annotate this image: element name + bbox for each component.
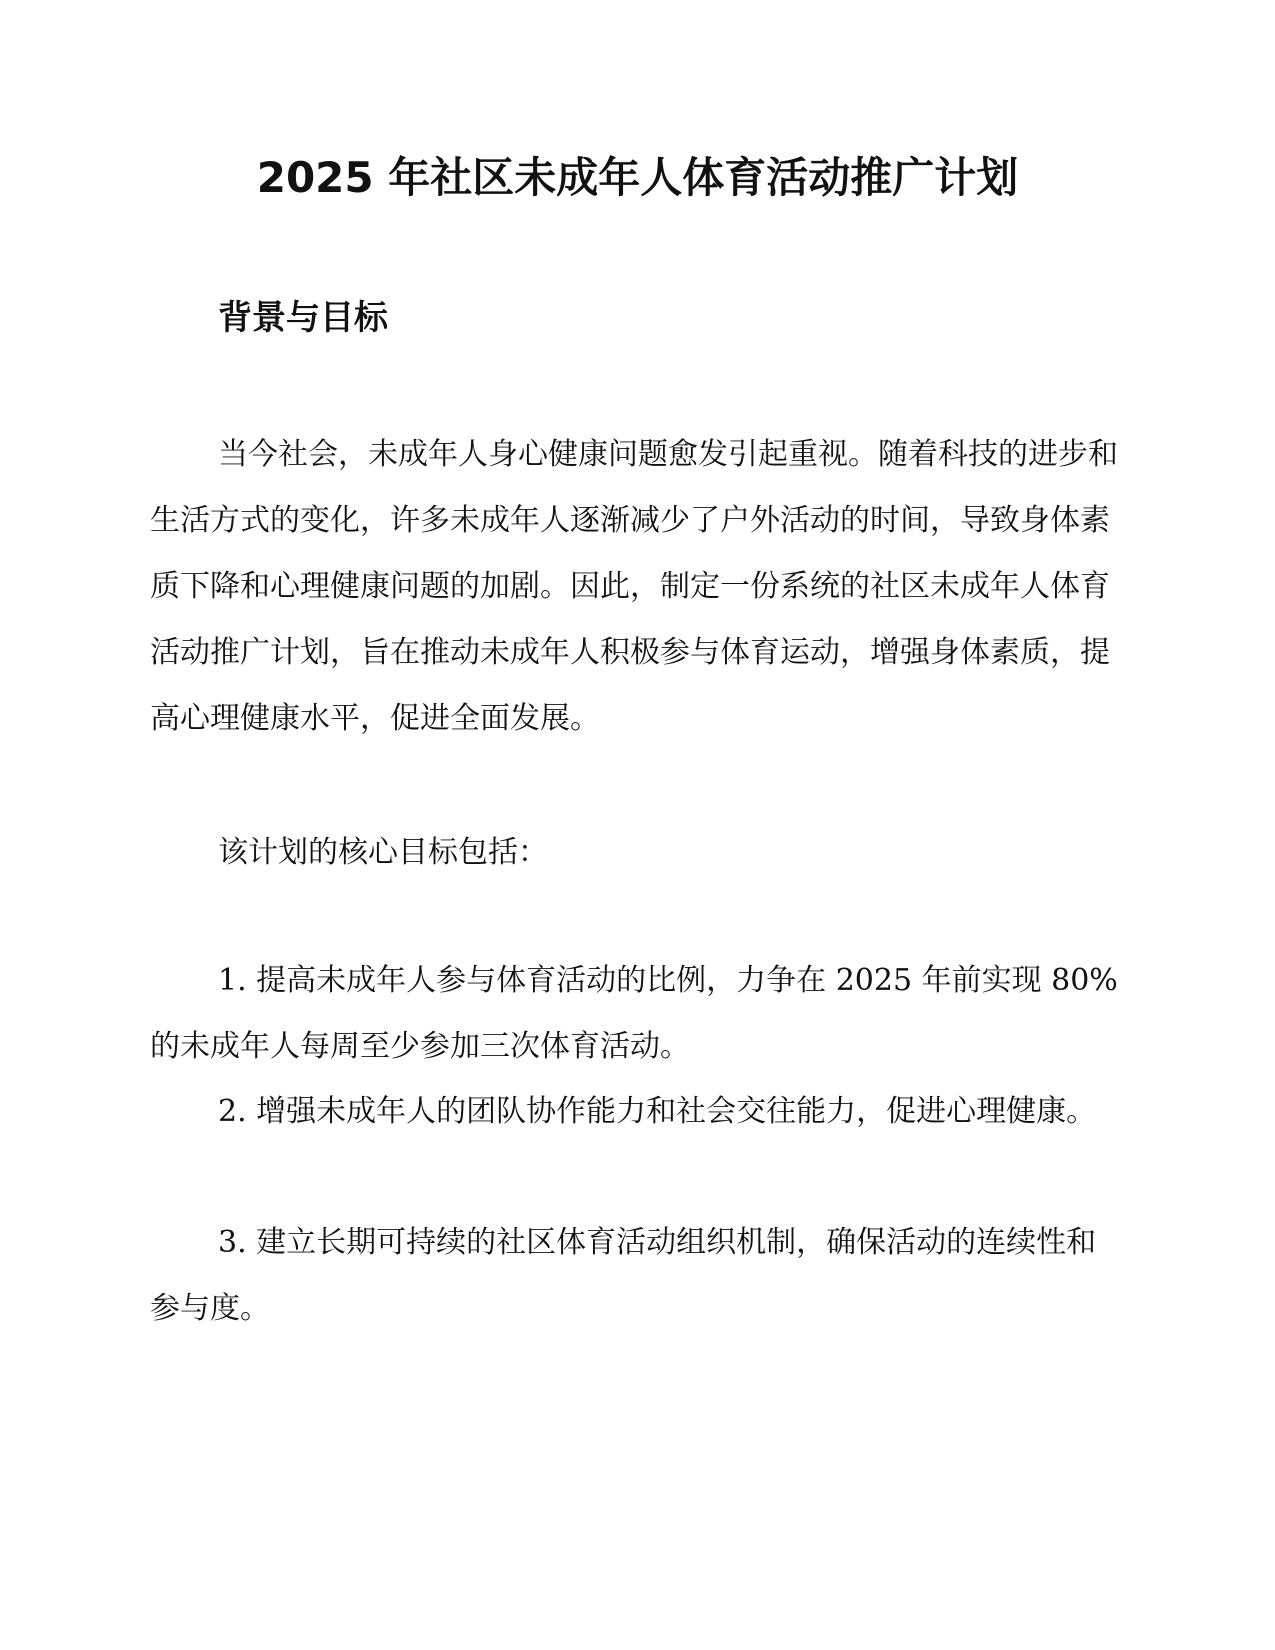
intro-paragraph: 当今社会，未成年人身心健康问题愈发引起重视。随着科技的进步和生活方式的变化，许多未成年人逐渐减少了户外活动的时间，导致身体素质下降和心理健康问题的加剧。因此，制定一份系统的社区未成年人体育活动推广计划，旨在推动未成年人积极参与体育运动，增强身体素质，提高心理健康水平，促进全面发展。 [150, 437, 1118, 736]
goal-item-3: 3. 建立长期可持续的社区体育活动组织机制，确保活动的连续性和参与度。 [150, 1225, 1097, 1326]
document-title: 2025 年社区未成年人体育活动推广计划 [256, 153, 1019, 202]
goal-item-1: 1. 提高未成年人参与体育活动的比例，力争在 2025 年前实现 80%的未成年人每周至少参加三次体育活动。 [150, 963, 1118, 1064]
goal-item-2: 2. 增强未成年人的团队协作能力和社会交往能力，促进心理健康。 [218, 1094, 1097, 1129]
section-heading-background: 背景与目标 [218, 298, 388, 338]
goals-intro-paragraph: 该计划的核心目标包括： [218, 835, 548, 870]
